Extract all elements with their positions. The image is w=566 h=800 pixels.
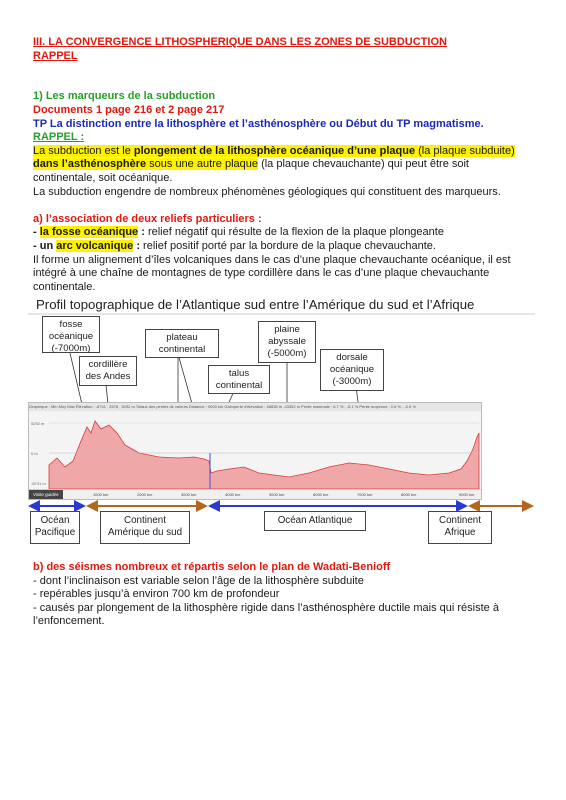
callout-plateau: plateau continental (145, 329, 219, 358)
list-item: - repérables jusqu’à environ 700 km de profondeur (33, 588, 280, 601)
callout-talus: talus continental (208, 365, 270, 394)
paragraph-line: Il forme un alignement d’îles volcaniques dans le cas d’une plaque chevauchante océanique, il est (33, 253, 511, 266)
topographic-profile-figure (28, 292, 535, 546)
document-body (33, 36, 533, 294)
list-item: - la fosse océanique : relief négatif qui résulte de la flexion de la plaque plongeante (33, 226, 444, 239)
paragraph-line: La subduction est le plongement de la lithosphère océanique d’une plaque (la plaque subduite) (33, 144, 515, 157)
paragraph-line: La subduction engendre de nombreux phénomènes géologiques qui constituent des marqueurs. (33, 185, 501, 198)
region-continent-afrique: Continent Afrique (428, 511, 492, 544)
documents-reference: Documents 1 page 216 et 2 page 217 (33, 103, 225, 116)
region-ocean-atlantique: Océan Atlantique (264, 511, 366, 531)
paragraph-line: intégré à une chaîne de montagnes de type cordillère dans le cas d’une plaque chevauchante (33, 267, 490, 280)
rappel-heading: RAPPEL (33, 49, 78, 62)
callout-fosse: fosse océanique (-7000m) (42, 316, 100, 353)
subsection-title: a) l’association de deux reliefs particuliers : (33, 212, 262, 225)
paragraph-line: dans l’asthénosphère sous une autre plaque (la plaque chevauchante) qui peut être soit (33, 158, 469, 171)
list-item: - dont l’inclinaison est variable selon l’âge de la lithosphère subduite (33, 574, 364, 587)
section-b (33, 561, 533, 629)
rappel-label: RAPPEL : (33, 131, 85, 144)
figure-title: Profil topographique de l’Atlantique sud entre l’Amérique du sud et l’Afrique (36, 297, 475, 312)
subsection-title: b) des séismes nombreux et répartis selon le plan de Wadati-Benioff (33, 561, 391, 573)
region-continent-amerique: Continent Amérique du sud (100, 511, 190, 544)
chart-axis: Visite guidée 1000 km 2000 km 3000 km 4000 km 5000 km 6000 km 7000 km 8000 km 9000 km (29, 489, 481, 499)
tp-reference: TP La distinction entre la lithosphère et l’asthénosphère ou Début du TP magmatisme. (33, 117, 484, 130)
paragraph-line: continentale. (33, 280, 96, 293)
list-item: l’enfoncement. (33, 615, 105, 628)
y-tick-top: 5292 m (31, 421, 45, 426)
callout-cordillere: cordillère des Andes (79, 356, 137, 386)
chart-toolbar: Graphique : Min Moy Max Élévation : -8741 , 2578 , 5292 m Totaux des pentes de valeurs Distance : 9000 km Gain/perte d'élévation : 48636 m -43352 m Pente maximale : 6.7 % , -5.1 % Pente moyenne : 0.6 % , -0.5 % (29, 403, 481, 411)
callout-plaine: plaine abyssale (-5000m) (258, 321, 316, 363)
subsection-title: 1) Les marqueurs de la subduction (33, 90, 216, 103)
callout-dorsale: dorsale océanique (-3000m) (320, 349, 384, 391)
section-title: III. LA CONVERGENCE LITHOSPHERIQUE DANS LES ZONES DE SUBDUCTION (33, 36, 447, 48)
visite-guidee-button[interactable]: Visite guidée (29, 490, 63, 499)
list-item: - causés par plongement de la lithosphère rigide dans l’asthénosphère ductile mais qui résiste à (33, 601, 499, 614)
list-item: - un arc volcanique : relief positif porté par la bordure de la plaque chevauchante. (33, 239, 436, 252)
region-ocean-pacifique: Océan Pacifique (30, 511, 80, 544)
y-tick-bottom: -8741 m (31, 481, 46, 486)
region-arrows (28, 292, 535, 546)
y-tick-zero: 0 m (31, 451, 38, 456)
paragraph-line: continentale, soit océanique. (33, 171, 173, 184)
